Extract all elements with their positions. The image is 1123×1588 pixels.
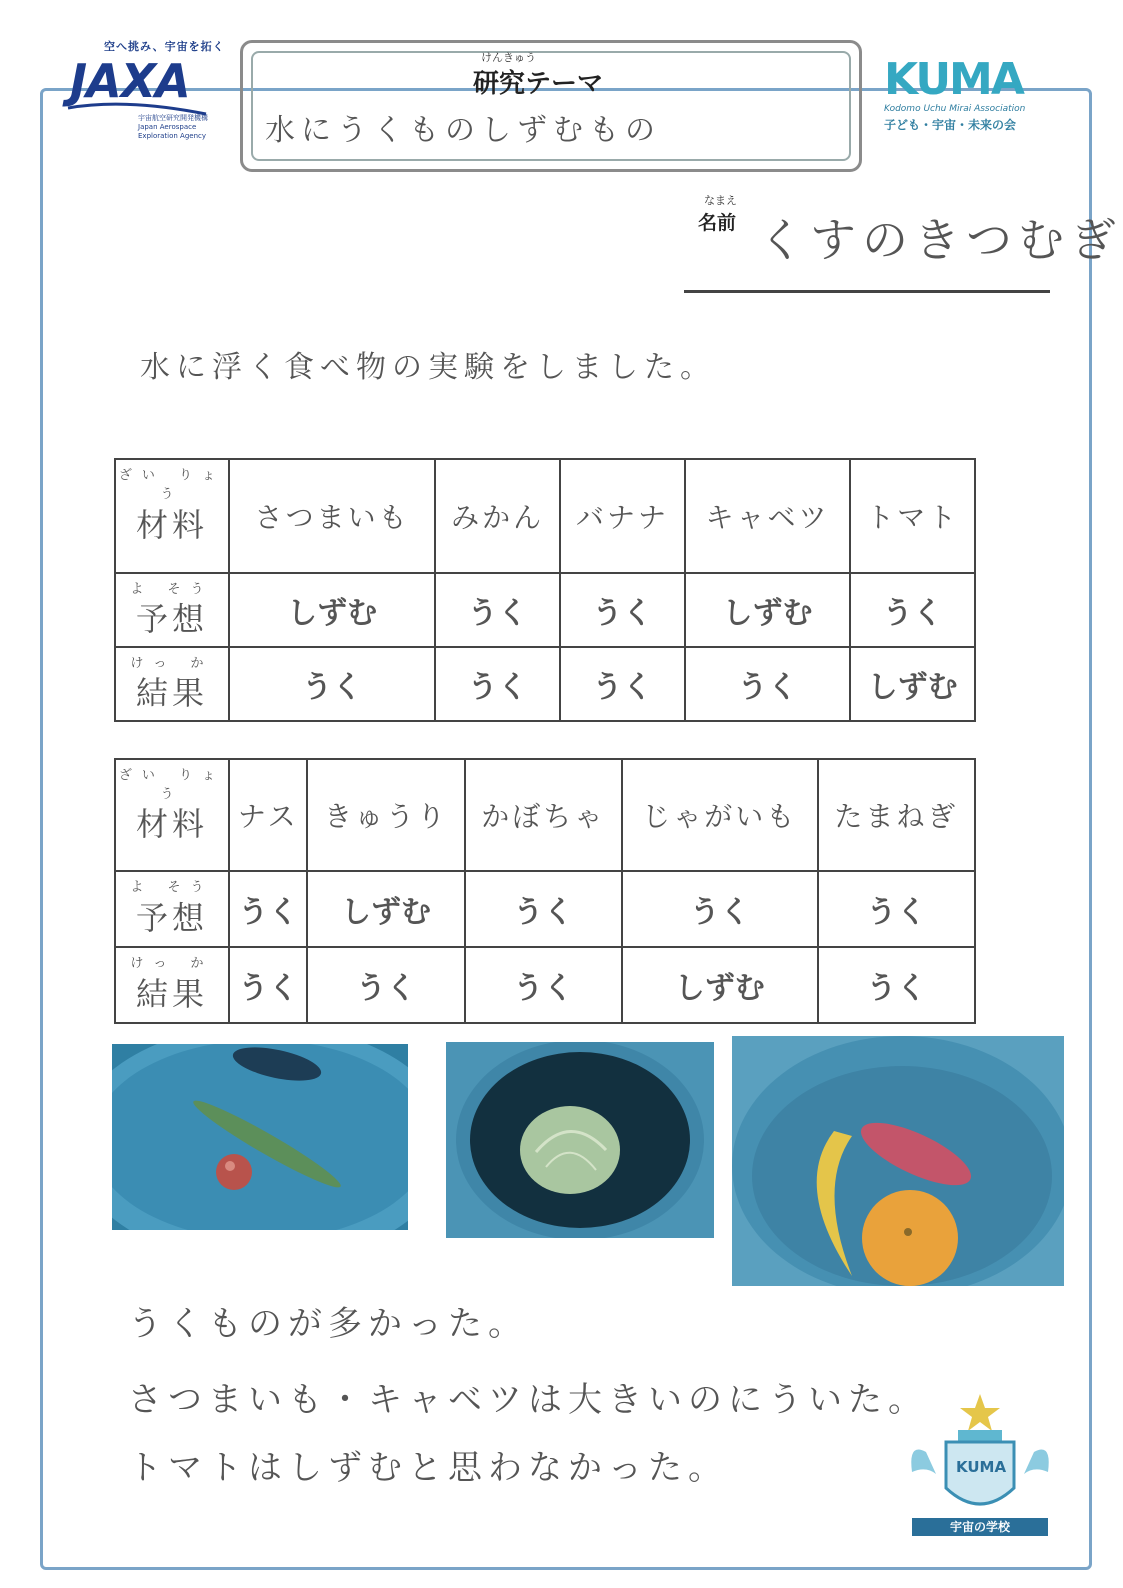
prediction-ruby: よ そう — [130, 880, 214, 895]
prediction-label: 予想 — [135, 899, 208, 937]
result-header — [115, 647, 229, 721]
jaxa-wordmark: JAXA — [70, 54, 190, 108]
prediction-cell: うく — [465, 871, 622, 947]
prediction-cell: うく — [818, 871, 975, 947]
material-ruby: ざい りょう — [118, 768, 226, 802]
prediction-label: 予想 — [135, 600, 208, 638]
prediction-cell: うく — [229, 871, 307, 947]
material-cell: ナス — [229, 759, 307, 871]
badge-logo-text: KUMA — [956, 1458, 1007, 1476]
photo-cabbage — [446, 1042, 714, 1238]
experiment-table-2 — [114, 758, 976, 1024]
material-cell: バナナ — [560, 459, 685, 573]
result-label: 結果 — [135, 975, 208, 1013]
prediction-cell: しずむ — [685, 573, 850, 647]
material-cell: みかん — [435, 459, 560, 573]
prediction-cell: しずむ — [307, 871, 464, 947]
kuma-en: Kodomo Uchu Mirai Association — [884, 104, 1026, 114]
jaxa-logo — [66, 38, 226, 138]
kuma-logo — [884, 54, 1044, 138]
prediction-cell: うく — [560, 573, 685, 647]
result-cell: うく — [818, 947, 975, 1023]
result-ruby: けっ か — [130, 656, 214, 671]
theme-value: 水にうくものしずむもの — [265, 113, 661, 148]
prediction-ruby: よ そう — [130, 582, 214, 597]
result-cell: うく — [465, 947, 622, 1023]
kuma-jp: 子ども・宇宙・未来の会 — [884, 118, 1017, 132]
table-row-results — [115, 947, 975, 1023]
conclusion-line-2: さつまいも・キャベツは大きいのにういた。 — [128, 1380, 928, 1420]
table-row-predictions — [115, 871, 975, 947]
jaxa-org-jp: 宇宙航空研究開発機構 — [138, 114, 208, 122]
result-cell: しずむ — [850, 647, 975, 721]
theme-ruby: けんきゅう — [481, 51, 536, 64]
prediction-cell: うく — [850, 573, 975, 647]
material-cell: きゅうり — [307, 759, 464, 871]
table-row-results — [115, 647, 975, 721]
prediction-cell: しずむ — [229, 573, 435, 647]
name-ruby: なまえ — [704, 194, 737, 207]
intro-text: 水に浮く食べ物の実験をしました。 — [140, 350, 716, 385]
kuma-wordmark: KUMA — [884, 54, 1023, 105]
name-label: 名前 — [698, 212, 737, 234]
name-value: くすのきつむぎ — [758, 213, 1122, 267]
material-header — [115, 459, 229, 573]
result-cell: うく — [229, 947, 307, 1023]
material-cell: さつまいも — [229, 459, 435, 573]
material-cell: かぼちゃ — [465, 759, 622, 871]
material-label: 材料 — [135, 805, 208, 843]
material-ruby: ざい りょう — [118, 468, 226, 502]
result-ruby: けっ か — [130, 956, 214, 971]
result-header — [115, 947, 229, 1023]
badge-caption: 宇宙の学校 — [949, 1520, 1010, 1534]
table-row-predictions — [115, 573, 975, 647]
photo-eggplant-cucumber-tomato — [112, 1044, 408, 1230]
experiment-table-1 — [114, 458, 976, 722]
theme-label: 研究テーマ — [473, 69, 604, 99]
result-cell: しずむ — [622, 947, 818, 1023]
conclusion-line-1: うくものが多かった。 — [128, 1304, 528, 1344]
material-cell: キャベツ — [685, 459, 850, 573]
material-header — [115, 759, 229, 871]
result-cell: うく — [685, 647, 850, 721]
result-cell: うく — [560, 647, 685, 721]
table-row-materials — [115, 459, 975, 573]
photo-banana-sweetpotato-mandarin — [732, 1036, 1064, 1286]
prediction-header — [115, 573, 229, 647]
table-row-materials — [115, 759, 975, 871]
material-cell: トマト — [850, 459, 975, 573]
prediction-cell: うく — [622, 871, 818, 947]
space-school-badge — [906, 1392, 1054, 1544]
material-cell: じゃがいも — [622, 759, 818, 871]
result-cell: うく — [435, 647, 560, 721]
research-theme-box — [240, 40, 862, 172]
name-underline — [684, 290, 1050, 293]
conclusion-line-3: トマトはしずむと思わなかった。 — [128, 1448, 728, 1488]
result-label: 結果 — [135, 674, 208, 712]
jaxa-org — [138, 114, 226, 141]
result-cell: うく — [229, 647, 435, 721]
result-cell: うく — [307, 947, 464, 1023]
jaxa-org-en: Japan Aerospace Exploration Agency — [138, 123, 207, 140]
material-cell: たまねぎ — [818, 759, 975, 871]
prediction-cell: うく — [435, 573, 560, 647]
prediction-header — [115, 871, 229, 947]
material-label: 材料 — [135, 506, 208, 544]
jaxa-tagline: 空へ挑み、宇宙を拓く — [104, 40, 225, 53]
